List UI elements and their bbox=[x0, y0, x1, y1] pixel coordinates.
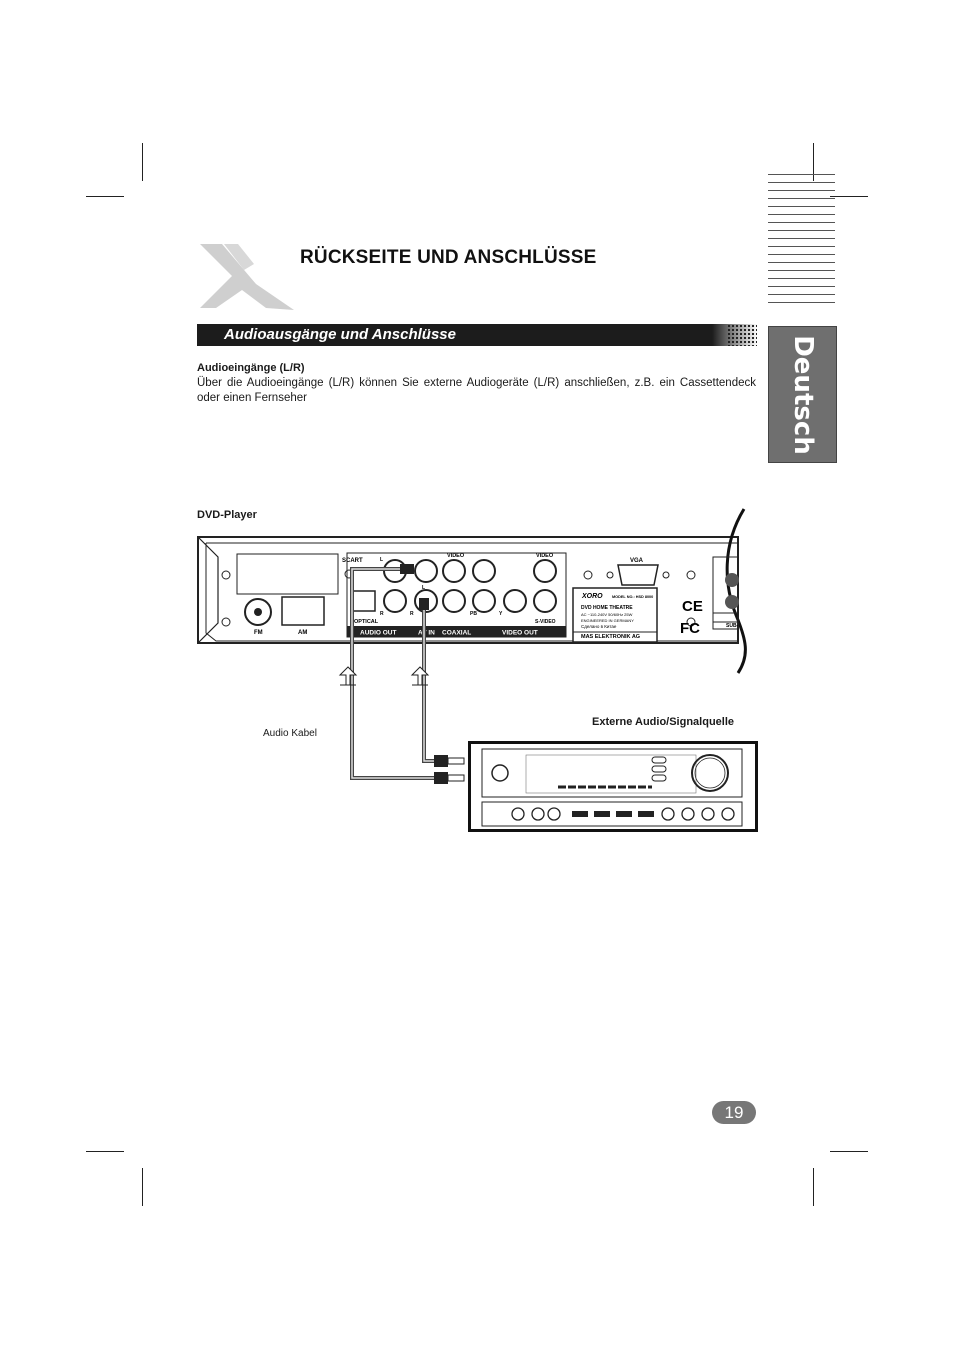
crop-mark bbox=[813, 1168, 814, 1206]
vga-label: VGA bbox=[630, 558, 644, 564]
coaxial-label: COAXIAL bbox=[442, 629, 472, 637]
external-audio-source-diagram bbox=[468, 741, 760, 835]
plate-brand: XORO bbox=[582, 593, 603, 600]
dot-pattern bbox=[727, 324, 757, 346]
jack-l1-label: L bbox=[380, 557, 384, 563]
section-bar bbox=[197, 324, 757, 346]
svideo-label: S-VIDEO bbox=[535, 619, 556, 625]
crop-mark bbox=[830, 196, 868, 197]
jack-l2-label: L bbox=[422, 585, 426, 591]
plate-product: DVD HOME THEATRE bbox=[581, 605, 633, 611]
content-heading: Audioeingänge (L/R) bbox=[197, 362, 305, 374]
plate-engineered: ENGINEERED IN GERMANY bbox=[581, 618, 634, 623]
language-tab bbox=[768, 326, 837, 463]
plate-company: MAS ELEKTRONIK AG bbox=[581, 634, 641, 640]
jack-r1-label: R bbox=[380, 611, 384, 617]
video-out-label: VIDEO OUT bbox=[502, 629, 538, 637]
jack-r2-label: R bbox=[410, 611, 414, 617]
decorative-stripes bbox=[768, 174, 835, 312]
dvd-rear-panel-diagram bbox=[190, 505, 770, 685]
video-top2-label: VIDEO bbox=[536, 553, 554, 559]
ce-mark-icon: CE bbox=[682, 598, 703, 615]
plate-power: AC ~110-240V 50/60Hz 25W bbox=[581, 612, 633, 617]
video-top-label: VIDEO bbox=[447, 553, 465, 559]
audio-out-label: AUDIO OUT bbox=[360, 629, 397, 637]
crop-mark bbox=[830, 1151, 868, 1152]
page-number: 19 bbox=[712, 1101, 756, 1124]
sub-label: SUB- bbox=[726, 623, 739, 629]
crop-mark bbox=[86, 1151, 124, 1152]
xoro-x-logo bbox=[194, 238, 304, 314]
crop-mark bbox=[142, 143, 143, 181]
plate-made-in: Сделано в Китае bbox=[581, 624, 617, 629]
audio-cable-label: Audio Kabel bbox=[263, 728, 317, 739]
external-source-label: Externe Audio/Signalquelle bbox=[592, 716, 735, 728]
jack-y-label: Y bbox=[499, 611, 503, 617]
optical-label: OPTICAL bbox=[354, 619, 379, 625]
section-bar-title: Audioausgänge und Anschlüsse bbox=[224, 326, 456, 343]
language-tab-label: Deutsch bbox=[787, 334, 818, 455]
plate-model: MODEL NO.: HSD 8000 bbox=[612, 595, 654, 599]
jack-pb-label: PB bbox=[470, 611, 477, 617]
av-in-label: AV IN bbox=[418, 629, 435, 637]
crop-mark bbox=[142, 1168, 143, 1206]
fm-label: FM bbox=[254, 630, 263, 636]
am-label: AM bbox=[298, 630, 308, 636]
fcc-mark-icon: FC bbox=[680, 620, 700, 637]
crop-mark bbox=[86, 196, 124, 197]
audio-cable-diagram bbox=[330, 550, 475, 795]
content-paragraph: Über die Audioeingänge (L/R) können Sie externe Audiogeräte (L/R) anschließen, z.B. ein Cassettendeck oder einen Fernseher bbox=[197, 377, 756, 404]
scart-label: SCART bbox=[342, 558, 363, 564]
page-title: RÜCKSEITE UND ANSCHLÜSSE bbox=[300, 247, 597, 268]
dvd-player-label: DVD-Player bbox=[197, 509, 257, 521]
